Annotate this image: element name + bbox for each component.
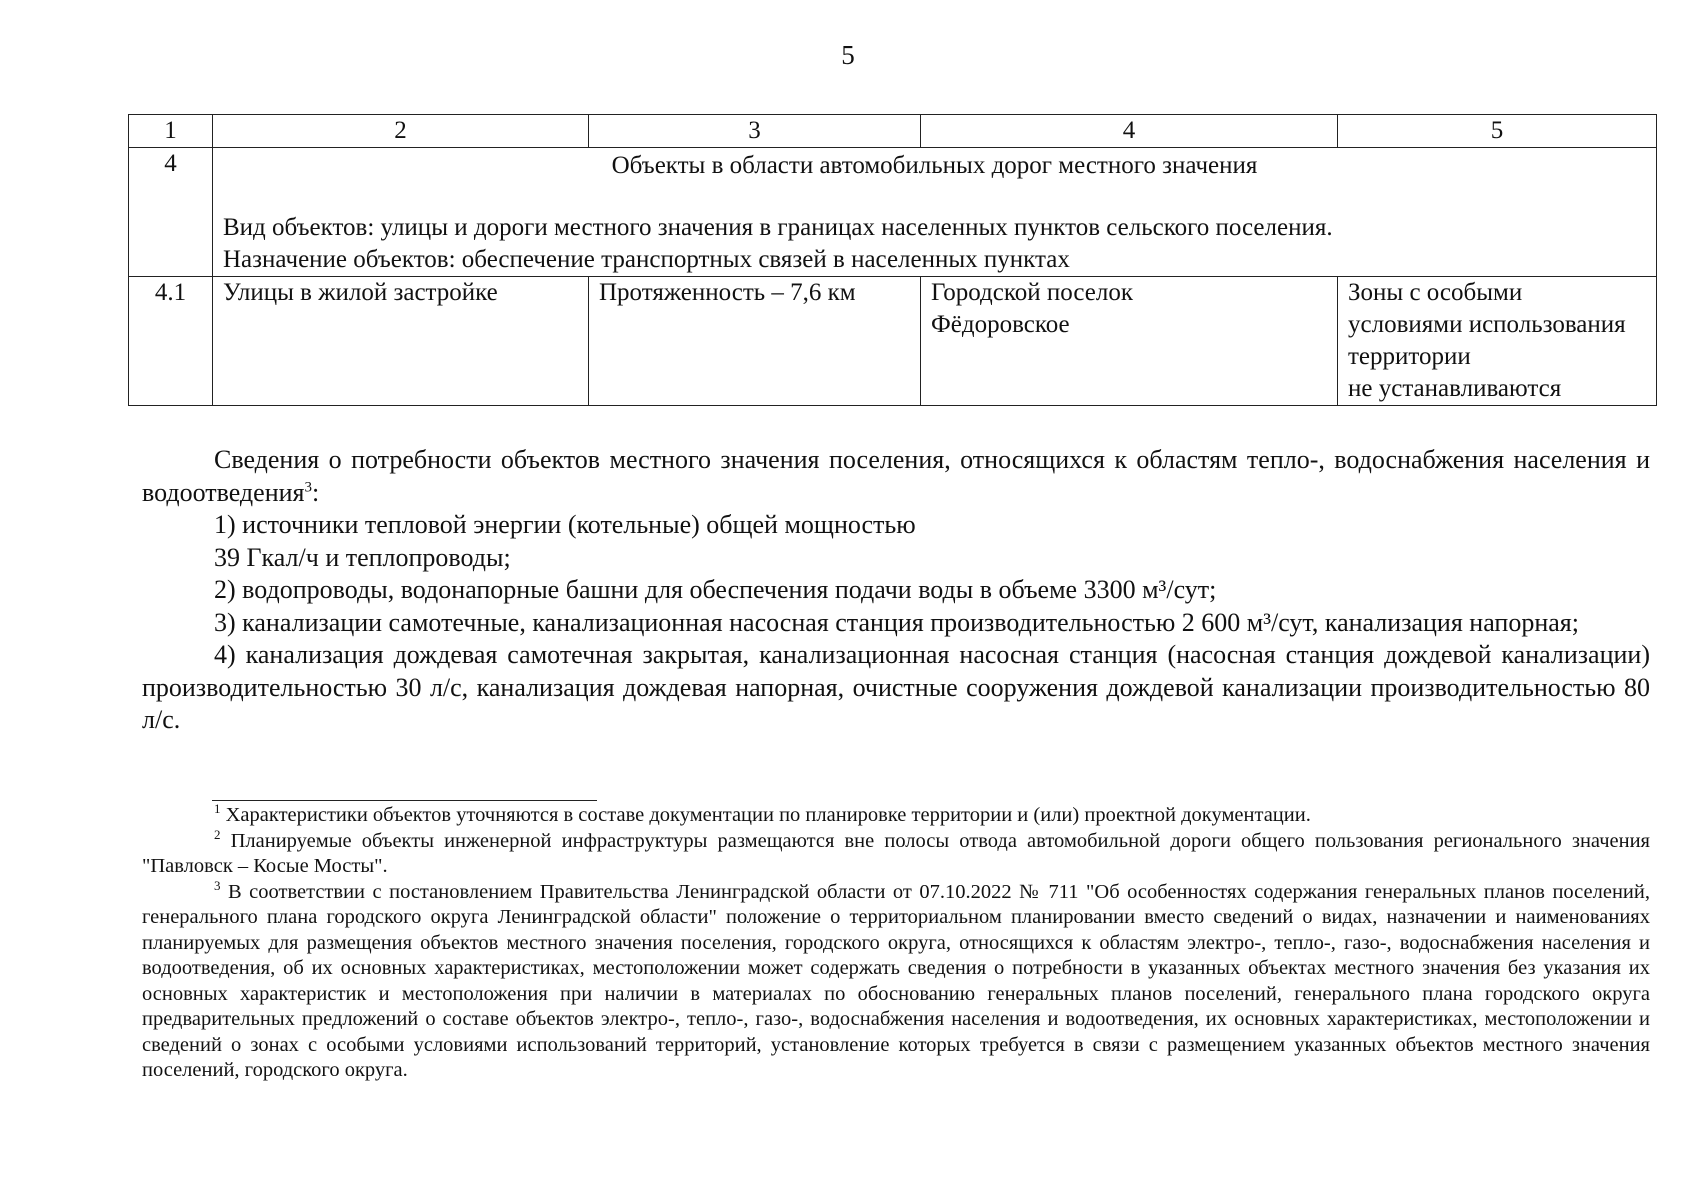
list-item-1-line-1: 1) источники тепловой энергии (котельные) общей мощностью	[214, 510, 916, 539]
row-number: 4.1	[129, 277, 213, 406]
footnote	[142, 826, 1650, 880]
footnote-text: Характеристики объектов уточняются в составе документации по планировке территории и (или) проектной документации.	[225, 804, 1311, 826]
footnotes	[142, 803, 1650, 1084]
list-item-2: 2) водопроводы, водонапорные башни для обеспечения подачи воды в объеме 3300 м³/сут;	[214, 575, 1217, 604]
list-item-3: 3) канализации самотечные, канализационная насосная станция производительностью 2 600 м³/сут, канализация напорная;	[214, 607, 1579, 637]
table-row	[129, 277, 1657, 406]
footnote-separator	[212, 800, 597, 801]
section-title: Объекты в области автомобильных дорог местного значения	[611, 152, 1258, 179]
object-zones	[1338, 277, 1657, 406]
section-description	[213, 148, 1657, 277]
location-line: Фёдоровское	[931, 311, 1070, 338]
footnote-mark: 1	[214, 801, 221, 817]
intro-text: Сведения о потребности объектов местного значения поселения, относящихся к областям тепло-, водоснабжения населения и водоотведения	[142, 445, 1650, 507]
footnote-text: Планируемые объекты инженерной инфраструктуры размещаются вне полосы отвода автомобильной дороги общего пользования регионального значения "Павловск – Косые Мосты".	[142, 829, 1650, 877]
footnote-mark: 2	[214, 826, 221, 842]
column-header: 2	[213, 115, 589, 148]
object-name: Улицы в жилой застройке	[213, 277, 589, 406]
footnote	[142, 877, 1650, 1084]
footnote	[142, 803, 1650, 829]
column-header: 1	[129, 115, 213, 148]
column-header: 5	[1338, 115, 1657, 148]
list-item-4: 4) канализация дождевая самотечная закрытая, канализационная насосная станция (насосная станция дождевой канализации) производительностью 30 л/с, канализация дождевая напорная, очистные сооружения дождевой канализации производительностью 80 л/с.	[142, 640, 1650, 734]
objects-table	[128, 114, 1657, 406]
object-location	[921, 277, 1338, 406]
location-line: Городской поселок	[931, 279, 1133, 306]
zones-line: условиями использования	[1348, 311, 1626, 338]
zones-line: Зоны с особыми	[1348, 279, 1523, 306]
needs-section	[142, 444, 1650, 737]
section-row	[129, 148, 1657, 277]
section-type-line: Вид объектов: улицы и дороги местного значения в границах населенных пунктов сельского поселения.	[223, 214, 1333, 241]
object-characteristic: Протяженность – 7,6 км	[589, 277, 921, 406]
intro-paragraph	[142, 444, 1650, 509]
intro-tail: :	[311, 477, 320, 507]
footnote-text: В соответствии с постановлением Правительства Ленинградской области от 07.10.2022 № 711 "Об особенностях содержания генеральных планов поселений, генерального плана городского округа Ленинградской области" положение о территориальном планировании вместо сведений о видах, назначении и наименованиях планируемых для размещения объектов местного значения поселения, городского округа, относящихся к областям электро-, тепло-, газо-, водоснабжения населения и водоотведения, об их основных характеристиках, местоположении может содержать сведения о потребности в указанных объектах местного значения без указания их основных характеристик и местоположения при наличии в материалах по обоснованию генеральных планов поселений, генерального плана городского округа предварительных предложений о составе объектов электро-, тепло-, газо-, водоснабжения населения и водоотведения, их основных характеристиках, местоположении и сведений о зонах с особыми условиями использований территорий, установление которых требуется в связи с размещением указанных объектов местного значения поселений, городского округа.	[142, 880, 1650, 1081]
footnote-ref: 3	[304, 478, 312, 495]
section-purpose-line: Назначение объектов: обеспечение транспортных связей в населенных пунктах	[223, 246, 1070, 273]
list-item-1-line-2: 39 Гкал/ч и теплопроводы;	[214, 542, 511, 572]
zones-line: территории	[1348, 343, 1471, 370]
section-number: 4	[129, 148, 213, 277]
column-header: 3	[589, 115, 921, 148]
zones-line: не устанавливаются	[1348, 375, 1562, 402]
footnote-mark: 3	[214, 877, 221, 893]
column-header: 4	[921, 115, 1338, 148]
page-number: 5	[841, 40, 855, 70]
table-header-row	[129, 115, 1657, 148]
